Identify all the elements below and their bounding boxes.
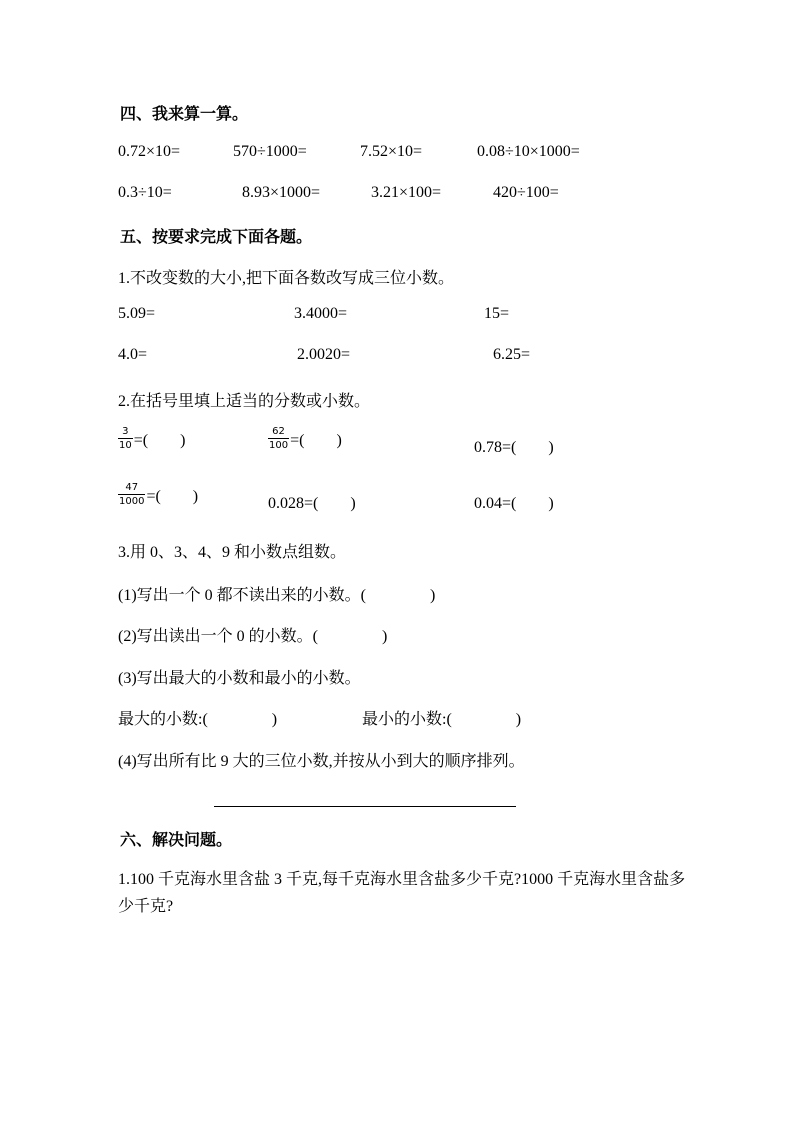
fraction [118, 426, 133, 451]
rewrite-item: 3.4000= [294, 305, 348, 322]
fraction-answer-blank: =( ) [290, 432, 342, 449]
calc-item: 3.21×100= [371, 184, 442, 201]
answer-line [214, 806, 516, 807]
fraction-denominator: 10 [119, 440, 132, 451]
fraction [118, 482, 145, 507]
sub-question: (4)写出所有比 9 大的三位小数,并按从小到大的顺序排列。 [118, 753, 525, 770]
calc-item: 8.93×1000= [242, 184, 321, 201]
fraction [268, 426, 289, 451]
fraction-answer-blank: =( ) [146, 488, 199, 505]
sub-question: (2)写出读出一个 0 的小数。( ) [118, 628, 388, 645]
fraction-item [118, 426, 185, 451]
calc-item: 0.72×10= [118, 143, 181, 160]
question-prompt: 1.不改变数的大小,把下面各数改写成三位小数。 [118, 270, 455, 287]
sub-question: (3)写出最大的小数和最小的小数。 [118, 670, 361, 687]
calc-item: 420÷100= [493, 184, 559, 201]
decimal-item: 0.04=( ) [474, 495, 554, 512]
min-decimal-blank: 最小的小数:( ) [362, 711, 522, 728]
calc-item: 7.52×10= [360, 143, 423, 160]
question-prompt: 2.在括号里填上适当的分数或小数。 [118, 393, 371, 410]
calc-item: 570÷1000= [233, 143, 307, 160]
decimal-item: 0.78=( ) [474, 439, 554, 456]
fraction-numerator: 62 [272, 426, 285, 437]
fraction-item [268, 426, 342, 451]
section4-title: 四、我来算一算。 [120, 106, 249, 123]
fraction-item [118, 482, 198, 507]
fraction-numerator: 3 [122, 426, 129, 437]
calc-item: 0.3÷10= [118, 184, 172, 201]
sub-question: (1)写出一个 0 都不读出来的小数。( ) [118, 587, 436, 604]
calc-item: 0.08÷10×1000= [477, 143, 580, 160]
fraction-denominator: 100 [269, 440, 289, 451]
rewrite-item: 2.0020= [297, 346, 351, 363]
fraction-numerator: 47 [125, 482, 139, 493]
rewrite-item: 15= [484, 305, 510, 322]
section6-title: 六、解决问题。 [120, 832, 233, 849]
word-problem: 1.100 千克海水里含盐 3 千克,每千克海水里含盐多少千克?1000 千克海水里含盐多少千克? [118, 871, 686, 915]
section5-title: 五、按要求完成下面各题。 [120, 229, 313, 246]
decimal-item: 0.028=( ) [268, 495, 356, 512]
rewrite-item: 6.25= [493, 346, 531, 363]
fraction-answer-blank: =( ) [133, 432, 186, 449]
question-prompt: 3.用 0、3、4、9 和小数点组数。 [118, 544, 347, 561]
rewrite-item: 4.0= [118, 346, 148, 363]
rewrite-item: 5.09= [118, 305, 156, 322]
max-decimal-blank: 最大的小数:( ) [118, 711, 278, 728]
fraction-denominator: 1000 [119, 496, 145, 507]
